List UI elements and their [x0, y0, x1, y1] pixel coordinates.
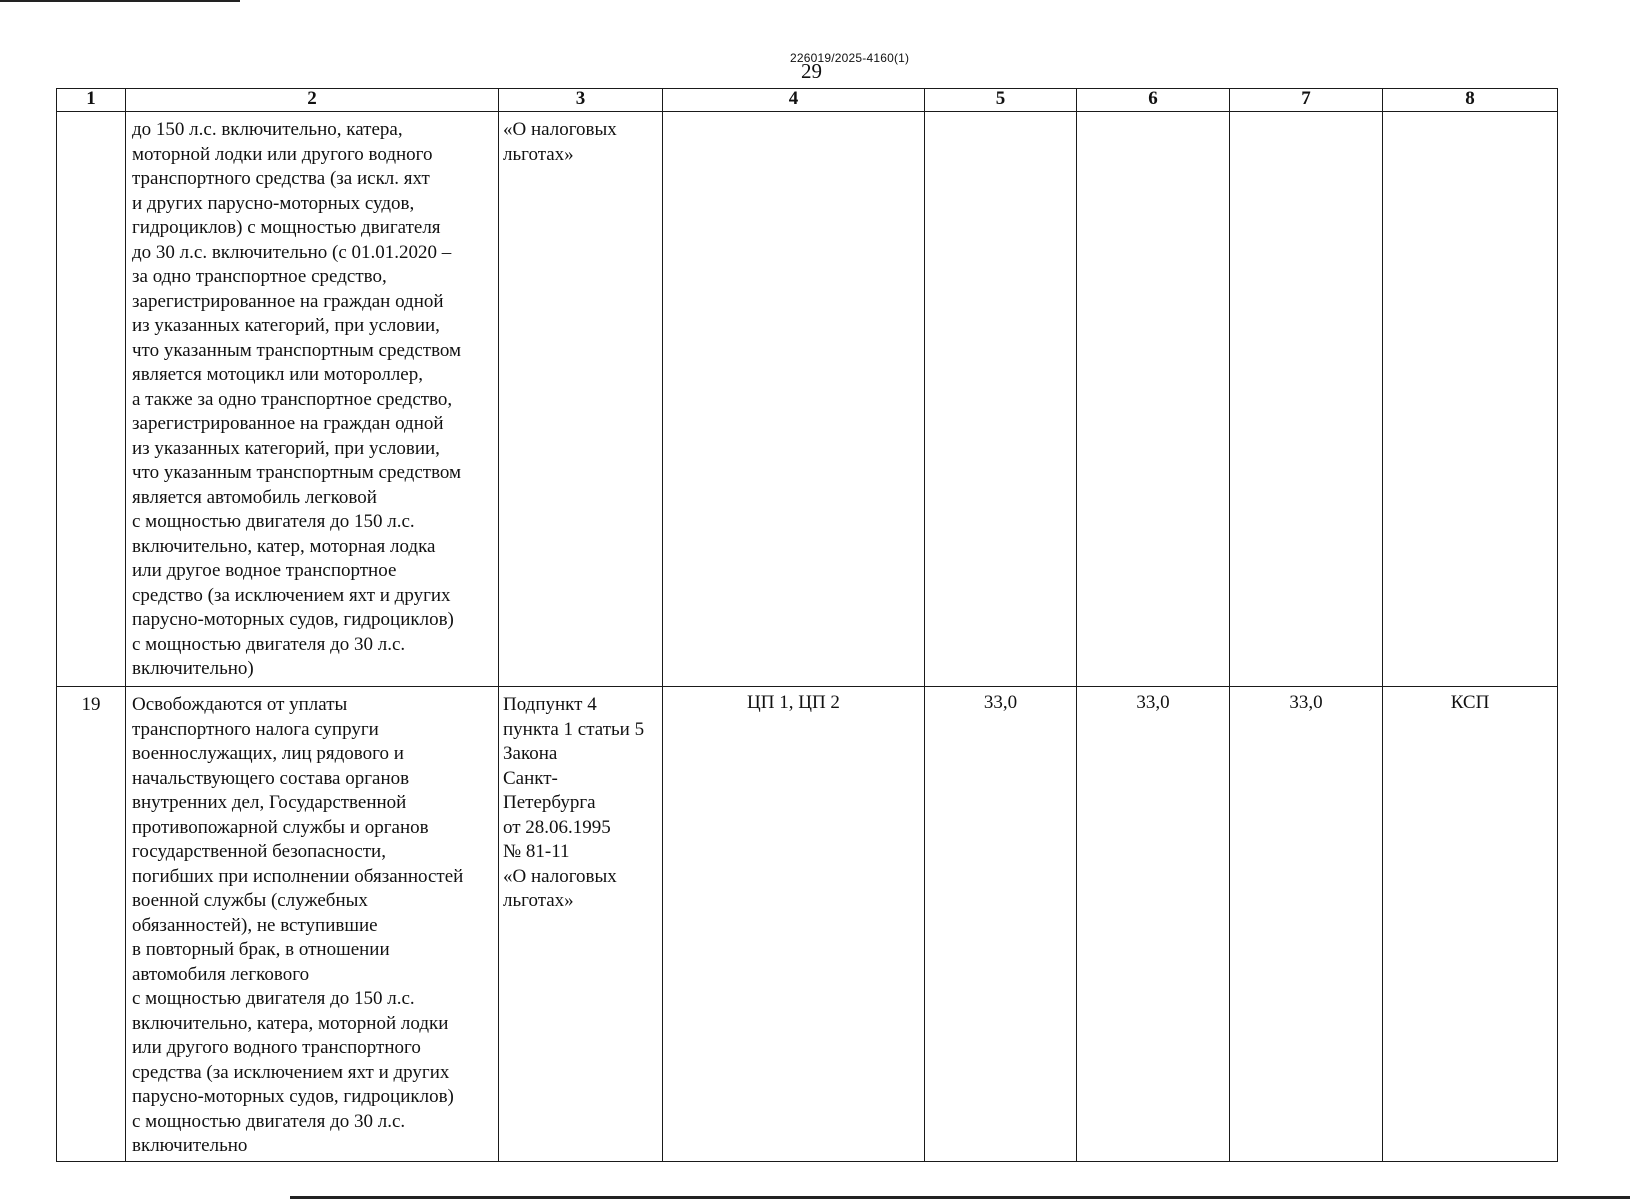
text-line: военной службы (служебных — [132, 890, 368, 911]
text-line: или другого водного транспортного — [132, 1037, 421, 1058]
empty-cell — [925, 112, 1077, 687]
text-line: Закона — [503, 743, 558, 764]
text-line: автомобиля легкового — [132, 963, 310, 985]
text-line: средство (за исключением яхт и других — [132, 584, 451, 606]
header-cell-8: 8 — [1383, 89, 1558, 112]
text-line: из указанных категорий, при условии, — [132, 315, 440, 336]
header-cell-3: 3 — [499, 89, 663, 112]
page-number: 29 — [801, 59, 822, 83]
text-line: включительно, катер, моторная лодка — [132, 535, 436, 557]
text-line: Петербурга — [503, 792, 596, 813]
document-id: 226019/2025-4160(1) — [790, 51, 910, 65]
target-categories: ЦП 1, ЦП 2 — [663, 687, 925, 1162]
text-line: до 150 л.с. включительно, катера, — [132, 119, 403, 140]
text-line: с мощностью двигателя до 150 л.с. — [132, 988, 415, 1009]
value-col-6: 33,0 — [1077, 687, 1230, 1162]
text-line: погибших при исполнении обязанностей — [132, 865, 464, 887]
text-line: от 28.06.1995 — [503, 816, 611, 838]
empty-cell — [1383, 112, 1558, 687]
header-cell-4: 4 — [663, 89, 925, 112]
text-line: транспортного налога супруги — [132, 718, 379, 740]
text-line: Освобождаются от уплаты — [132, 694, 348, 715]
empty-cell — [1077, 112, 1230, 687]
text-line: военнослужащих, лиц рядового и — [132, 743, 404, 764]
text-line: из указанных категорий, при условии, — [132, 437, 440, 459]
empty-cell — [1230, 112, 1383, 687]
text-line: льготах» — [503, 890, 574, 911]
text-line: государственной безопасности, — [132, 841, 386, 862]
header-cell-2: 2 — [126, 89, 499, 112]
row-number — [57, 112, 126, 687]
value-col-7: 33,0 — [1230, 687, 1383, 1162]
text-line: с мощностью двигателя до 150 л.с. — [132, 511, 415, 532]
text-line: обязанностей), не вступившие — [132, 914, 378, 936]
text-line: № 81-11 — [503, 841, 570, 862]
header-cell-1: 1 — [57, 89, 126, 112]
text-line: за одно транспортное средство, — [132, 266, 387, 287]
text-line: Санкт- — [503, 767, 558, 789]
text-line: «О налоговых — [503, 119, 617, 140]
text-line: «О налоговых — [503, 865, 617, 887]
text-line: включительно, катера, моторной лодки — [132, 1012, 449, 1034]
text-line: Подпункт 4 — [503, 694, 597, 715]
scan-edge-bottom — [290, 1196, 1630, 1199]
responsible-body: КСП — [1383, 687, 1558, 1162]
text-line: гидроциклов) с мощностью двигателя — [132, 217, 441, 238]
text-line: является мотоцикл или мотороллер, — [132, 364, 423, 385]
header-cell-6: 6 — [1077, 89, 1230, 112]
text-line: транспортного средства (за искл. яхт — [132, 168, 430, 189]
benefits-table — [56, 88, 1558, 1162]
text-line: парусно-моторных судов, гидроциклов) — [132, 1086, 454, 1107]
text-line: противопожарной службы и органов — [132, 816, 429, 838]
text-line: средства (за исключением яхт и других — [132, 1061, 450, 1083]
text-line: включительно — [132, 1135, 248, 1156]
scan-edge-top — [0, 0, 240, 2]
text-line: что указанным транспортным средством — [132, 339, 462, 361]
text-line: с мощностью двигателя до 30 л.с. — [132, 1110, 406, 1132]
text-line: с мощностью двигателя до 30 л.с. — [132, 633, 406, 655]
table-row — [57, 687, 1558, 1162]
text-line: до 30 л.с. включительно (с 01.01.2020 – — [132, 241, 452, 263]
text-line: зарегистрированное на граждан одной — [132, 413, 444, 434]
legal-basis — [499, 112, 663, 687]
header-row — [57, 89, 1558, 112]
text-line: льготах» — [503, 143, 574, 165]
text-line: пункта 1 статьи 5 — [503, 718, 645, 740]
legal-basis — [499, 687, 663, 1162]
text-line: включительно) — [132, 658, 254, 679]
text-line: зарегистрированное на граждан одной — [132, 290, 444, 312]
text-line: парусно-моторных судов, гидроциклов) — [132, 609, 454, 630]
text-line: начальствующего состава органов — [132, 767, 410, 789]
table-row — [57, 112, 1558, 687]
benefit-description — [126, 687, 499, 1162]
row-number: 19 — [57, 687, 126, 1162]
text-line: а также за одно транспортное средство, — [132, 388, 453, 410]
text-line: является автомобиль легковой — [132, 486, 377, 508]
header-cell-5: 5 — [925, 89, 1077, 112]
text-line: внутренних дел, Государственной — [132, 792, 407, 813]
text-line: и других парусно-моторных судов, — [132, 192, 415, 214]
benefit-description — [126, 112, 499, 687]
value-col-5: 33,0 — [925, 687, 1077, 1162]
text-line: моторной лодки или другого водного — [132, 143, 433, 165]
empty-cell — [663, 112, 925, 687]
text-line: что указанным транспортным средством — [132, 462, 462, 483]
text-line: или другое водное транспортное — [132, 560, 397, 581]
text-line: в повторный брак, в отношении — [132, 939, 390, 960]
header-cell-7: 7 — [1230, 89, 1383, 112]
